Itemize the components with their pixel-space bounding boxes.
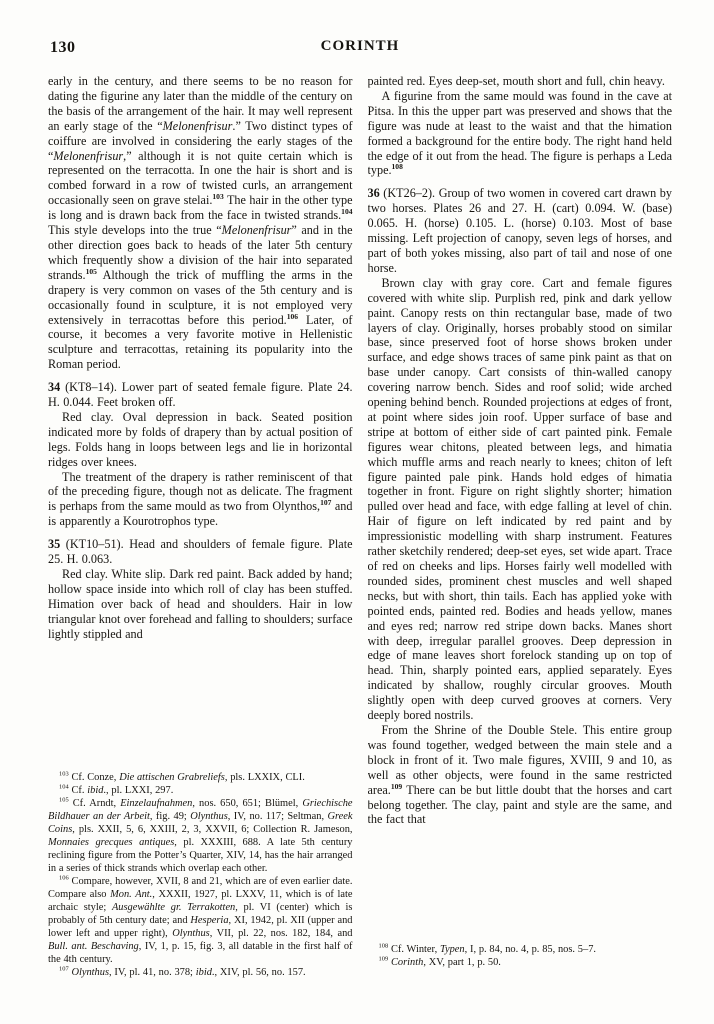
entry-34-description: Red clay. Oval depression in back. Seated position indicated more by folds of drapery than by actual position of legs. Folds hang in loops between legs and lie in horizontal ridges over knees. — [48, 409, 353, 469]
footnote-107: $^{107}$ Olynthus, IV, pl. 41, no. 378; ibid., XIV, pl. 56, no. 157. — [59, 965, 306, 978]
running-title: CORINTH — [320, 38, 400, 54]
paragraph-continuation: early in the century, and there seems to be no reason for dating the figurine any later than the middle of the century on the basis of the arrangement of the hair. It may well represent an early stage of the “Melonenfrisur.” Two distinct types of coiffure are involved in considering the early stages of the “Melonenfrisur,” although it is not quite certain which is represented on the terracotta. In one the hair is short and is combed forward in a row of twisted curls, an arrangement occasionally seen on grave stelai.$^{103}$ The hair in the other type is long and is drawn back from the face in twisted strands.$^{104}$ This style develops into the true “Melonenfrisur” and in the other direction goes back to heads of the later 5th century which frequently show a division of the hair into separated strands.$^{105}$ Although the trick of muffling the arms in the drapery is very common on vases of the 5th century and is occasionally found in sculpture, it is not employed very extensively in terracottas before this period.$^{106}$ Later, of course, it becomes a very favorite motive in Hellenistic sculpture and terracottas, retaining its popularity into the Roman period. — [48, 74, 353, 372]
entry-35-description: Red clay. White slip. Dark red paint. Back added by hand; hollow space inside into which roll of clay has been stuffed. Himation over back of head and shoulders. Hair in low triangular knot over forehead and falling to shoulders; surface lightly stippled and — [48, 567, 353, 641]
entry-35-heading: 35 (KT10–51). Head and shoulders of female figure. Plate 25. H. 0.063. — [48, 537, 353, 567]
entry-36-provenance: From the Shrine of the Double Stele. This entire group was found together, wedged between the main stele and a block in front of it. Two male figures, XVIII, 9 and 10, as well as other objects, were found in the same restricted area.$^{109}$ There can be but little doubt that the horses and cart belong together. The clay, paint and style are the same, and the fact that — [367, 722, 672, 827]
entry-35-commentary: A figurine from the same mould was found in the cave at Pitsa. In this the upper part was preserved and shows that the figure was nude at least to the waist and that the himation formed a background for the entire body. The right hand held the edge of it out from the head. The figure is perhaps a Leda type.$^{108}$ — [367, 88, 672, 178]
right-column-footnotes — [368, 937, 673, 969]
footnote-108: $^{108}$ Cf. Winter, Typen, I, p. 84, no. 4, p. 85, nos. 5–7. — [378, 942, 596, 955]
page-number: 130 — [50, 39, 76, 56]
footnote-103: $^{103}$ Cf. Conze, Die attischen Grabreliefs, pls. LXXIX, CLI. — [59, 770, 305, 783]
left-column-footnotes — [48, 765, 353, 979]
left-column — [48, 74, 353, 985]
right-column-body — [368, 74, 673, 827]
footnote-106: $^{106}$ Compare, however, XVII, 8 and 21, which are of even earlier date. Compare also Mon. Ant., XXXII, 1927, pl. LXXV, 11, which is of late archaic style; Ausgewählte gr. Terrakotten, pl. VI (center) which is probably of 5th century date; and Hesperia, XI, 1942, pl. XII (upper and lower left and upper right), Olynthus, VII, pl. 22, nos. 182, 184, and Bull. ant. Beschaving, IV, 1, p. 15, fig. 3, all datable in the first half of the 4th century. — [48, 874, 353, 965]
entry-34-commentary: The treatment of the drapery is rather reminiscent of that of the preceding figure, though not as delicate. The fragment is perhaps from the same mould as two from Olynthos,$^{107}$ and is apparently a Kourotrophos type. — [48, 469, 353, 529]
footnote-109: $^{109}$ Corinth, XV, part 1, p. 50. — [378, 955, 501, 968]
text-columns — [48, 74, 672, 985]
entry-36-description: Brown clay with gray core. Cart and female figures covered with white slip. Purplish red, pink and dark yellow paint. Canopy rests on thin rectangular base, made of two layers of clay. Originally, horses probably stood on similar base, since preserved foot of horse shows broken under surface, and edge shows traces of same pink paint as that on base under canopy. Cart consists of thin-walled canopy covering narrow bench. Sides and roof solid; wide arched opening behind bench. Rounded projections at edges of front, at point where sides join roof. Upper surface of base and stripe at bottom of either side of cart painted pink. Female figures wear chitons, pleated between legs, and himatia which muffle arms and reach nearly to knees; chiton of left figure painted pale pink. Hands hold edges of himatia together in front. Figure on right slightly shorter; himation pulled over head and face, with edge falling at level of chin. Hair of figure on left indicated by red paint and by impressionistic modelling with sharp instrument. Features rather sketchily rendered; deep-set eyes, set wide apart. Trace of red on cheeks and lips. Horses fairly well modelled with rounded sides, prominent chest muscles and well shaped necks, but with short, thin tails. Each has applied yoke with pointed ends, painted red. Bodies and heads yellow, manes and eyes red; narrow red stripe down backs. Manes short with deep, irregular parallel grooves. Deep depression in edge of mane leaves short forelock standing up on top of head. Thin, sharply pointed ears, applied separately. Eyes indicated by shallow, roughly circular grooves. Mouth slightly open with deep curved grooves at corners. Very deeply bored nostrils. — [367, 275, 672, 723]
page-header — [48, 38, 672, 60]
left-column-body — [48, 74, 353, 642]
entry-34-heading: 34 (KT8–14). Lower part of seated female figure. Plate 24. H. 0.044. Feet broken off. — [48, 380, 353, 410]
footnote-105: $^{105}$ Cf. Arndt, Einzelaufnahmen, nos. 650, 651; Blümel, Griechische Bildhauer an der Arbeit, fig. 49; Olynthus, IV, no. 117; Seltman, Greek Coins, pls. XXII, 5, 6, XXIII, 2, 3, XXVII, 6; Collection R. Jameson, Monnaies grecques antiques, pl. XXXIII, 688. A late 5th century reclining figure from the Potter’s Quarter, XIV, 14, has the hair arranged in a series of thick strands which overlap each other. — [48, 796, 353, 874]
entry-36-heading: 36 (KT26–2). Group of two women in covered cart drawn by two horses. Plates 26 and 27. H. (cart) 0.094. W. (base) 0.065. H. (horse) 0.105. L. (horse) 0.103. Most of base missing. Left projection of canopy, seven legs of horses, and part of both yokes missing, also part of tail and nose of one horse. — [367, 186, 672, 275]
paragraph-continuation: painted red. Eyes deep-set, mouth short and full, chin heavy. — [367, 74, 665, 88]
footnote-104: $^{104}$ Cf. ibid., pl. LXXI, 297. — [59, 783, 174, 796]
right-column — [368, 74, 673, 985]
